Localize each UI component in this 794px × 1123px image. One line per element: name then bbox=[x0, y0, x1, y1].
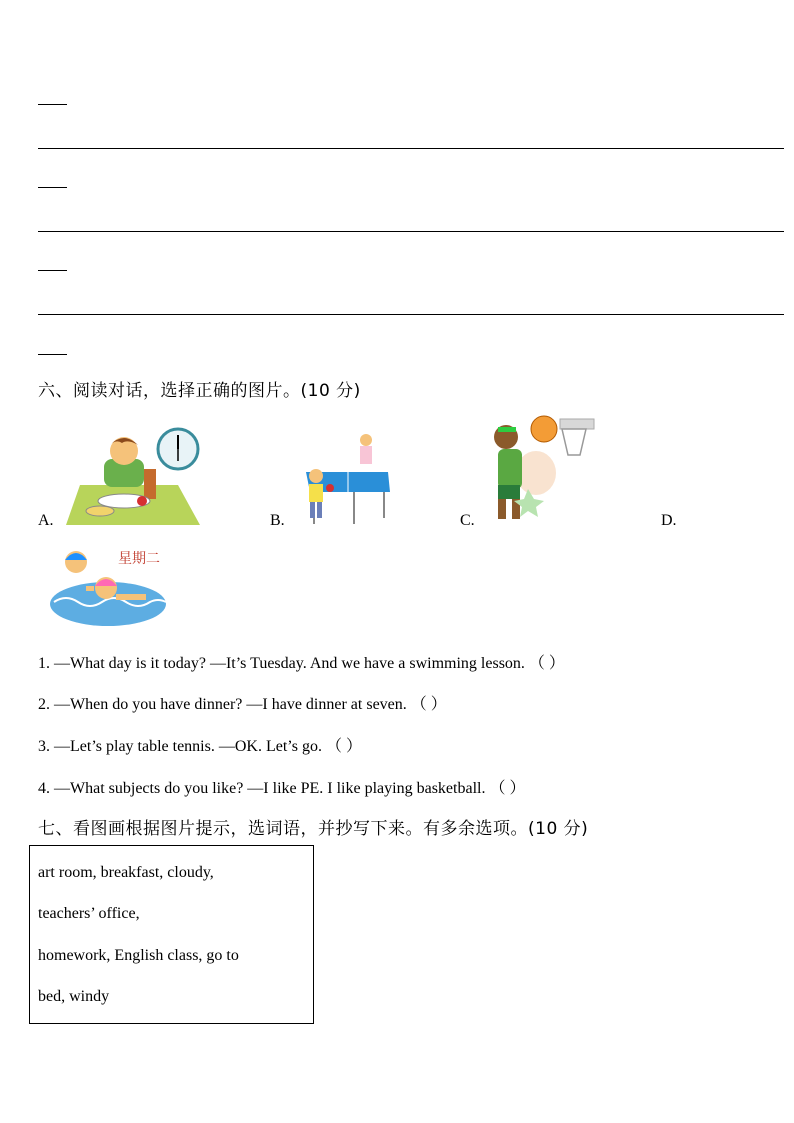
option-a-label: A. bbox=[38, 512, 54, 529]
answer-blank[interactable]: （ ） bbox=[325, 738, 362, 755]
question-3 bbox=[38, 733, 362, 756]
answer-blank[interactable]: （ ） bbox=[528, 655, 565, 672]
writing-line bbox=[38, 314, 784, 315]
word-bank-line: homework, English class, go to bbox=[38, 947, 239, 964]
answer-blank[interactable]: （ ） bbox=[410, 696, 447, 713]
question-text: 1. —What day is it today? —It’s Tuesday. And we have a swimming lesson. bbox=[38, 655, 525, 672]
question-text: 2. —When do you have dinner? —I have dinner at seven. bbox=[38, 696, 407, 713]
answer-dash bbox=[38, 354, 67, 355]
question-text: 3. —Let’s play table tennis. —OK. Let’s go. bbox=[38, 738, 322, 755]
section7-heading: 七、看图画根据图片提示，选词语，并抄写下来。有多余选项。(10 分) bbox=[38, 819, 589, 839]
answer-dash bbox=[38, 104, 67, 105]
answer-dash bbox=[38, 270, 67, 271]
answer-blank[interactable]: （ ） bbox=[489, 780, 526, 797]
weekday-caption: 星期二 bbox=[118, 551, 160, 567]
section6-heading: 六、阅读对话，选择正确的图片。(10 分) bbox=[38, 381, 361, 401]
question-4 bbox=[38, 775, 525, 798]
writing-line bbox=[38, 231, 784, 232]
writing-line bbox=[38, 148, 784, 149]
option-c-label: C. bbox=[460, 512, 475, 529]
kids-table-tennis-picture bbox=[294, 432, 392, 526]
option-b-label: B. bbox=[270, 512, 285, 529]
word-bank-line: bed, windy bbox=[38, 988, 110, 1005]
word-bank-box bbox=[29, 845, 314, 1024]
question-text: 4. —What subjects do you like? —I like PE. I like playing basketball. bbox=[38, 780, 486, 797]
option-d-label: D. bbox=[661, 512, 677, 529]
word-bank-line: teachers’ office, bbox=[38, 905, 140, 922]
answer-dash bbox=[38, 187, 67, 188]
question-2 bbox=[38, 691, 447, 714]
word-bank-line: art room, breakfast, cloudy, bbox=[38, 864, 214, 881]
question-1 bbox=[38, 650, 565, 673]
boy-basketball-picture bbox=[484, 413, 596, 525]
boy-eating-dinner-picture bbox=[66, 425, 202, 525]
